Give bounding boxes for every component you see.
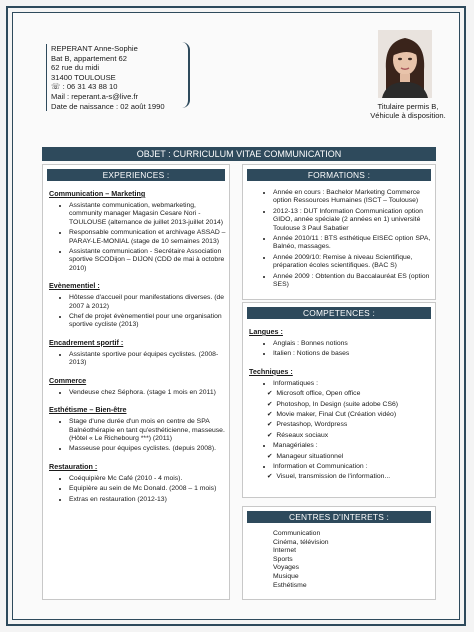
list-item: • Equipière au sein de Mc Donald. (2008 – 1 mois) — [69, 485, 229, 493]
list-item: • Assistante communication - Secrétaire Association sportive SCODijon – DIJON (CDD de mai à octobre 2010) — [69, 248, 229, 273]
contact-city: 31400 TOULOUSE — [51, 72, 116, 82]
exp-group-list — [43, 351, 229, 368]
techniques-title: Techniques : — [249, 366, 293, 376]
contact-birth-date: Date de naissance : 02 août 1990 — [51, 101, 165, 111]
list-item: • Assistante communication, webmarketing, community manager Magasin Cesare Nori - TOULOUSE (alternance de juillet 2013-juillet 2014) — [69, 202, 229, 227]
exp-group-title: Commerce — [49, 375, 87, 385]
formations-section — [242, 164, 436, 300]
objective-banner: OBJET : CURRICULUM VITAE COMMUNICATION — [42, 147, 436, 161]
list-item: • Année 2009/10: Remise à niveau Scientifique, préparation écoles scientifiques. (BAC S) — [273, 254, 435, 271]
list-item: • Managériales : — [273, 442, 435, 450]
list-item: Internet — [273, 547, 297, 555]
interests-section — [242, 506, 436, 600]
profile-photo-image — [378, 30, 432, 98]
contact-address-2: 62 rue du midi — [51, 63, 100, 73]
informatics-heading-list — [243, 380, 435, 388]
list-item: • Coéquipière Mc Café (2010 - 4 mois). — [69, 475, 229, 483]
driving-license-line-1: Titulaire permis B, — [377, 102, 439, 111]
list-item: ✔ Visuel, transmission de l'information... — [277, 473, 435, 481]
interests-title: CENTRES D'INTERETS : — [247, 511, 431, 523]
contact-mail: Mail : reperant.a-s@live.fr — [51, 91, 139, 101]
list-item: ✔ Réseaux sociaux — [277, 432, 435, 440]
managerial-heading-list — [243, 442, 435, 450]
list-item: ✔ Prestashop, Wordpress — [277, 421, 435, 429]
list-item: • Anglais : Bonnes notions — [273, 340, 435, 348]
exp-group-list — [43, 475, 229, 504]
experiences-title: EXPERIENCES : — [47, 169, 225, 181]
list-item: • 2012-13 : DUT Information Communication option GIDO, année spéciale (2 années en 1) université Toulouse 3 Paul Sabatier — [273, 208, 435, 233]
contact-name: REPERANT Anne-Sophie — [51, 44, 138, 53]
list-item: ✔ Manageur situationnel — [277, 453, 435, 461]
exp-group-title: Encadrement sportif : — [49, 337, 124, 347]
driving-license-line-2: Véhicule à disposition. — [370, 111, 446, 121]
formations-title: FORMATIONS : — [247, 169, 431, 181]
exp-group-list — [43, 418, 229, 454]
contact-address-1: Bat B, appartement 62 — [51, 53, 127, 63]
exp-group-title: Esthétisme – Bien-être — [49, 405, 127, 415]
list-item: Communication — [273, 530, 321, 537]
list-item: ✔ Photoshop, In Design (suite adobe CS6) — [277, 401, 435, 409]
list-item: Esthétisme — [273, 581, 307, 589]
list-item: • Année 2010/11 : BTS esthétique EISEC option SPA, Balnéo, massages. — [273, 235, 435, 252]
list-item: • Extras en restauration (2012-13) — [69, 496, 229, 504]
list-item: • Hôtesse d'accueil pour manifestations diverses. (de 2007 à 2012) — [69, 294, 229, 311]
infocom-heading-list — [243, 463, 435, 471]
list-item: • Année en cours : Bachelor Marketing Commerce option Ressources Humaines (ISCT – Toulouse) — [273, 189, 435, 206]
competences-title: COMPETENCES : — [247, 307, 431, 319]
exp-group-list — [43, 389, 229, 397]
list-item: Sports — [273, 555, 293, 563]
managerial-list — [243, 453, 435, 461]
list-item: ✔ Microsoft office, Open office — [277, 390, 435, 398]
driving-license-note — [356, 102, 460, 121]
list-item: • Stage d'une durée d'un mois en centre de SPA Balnéothérapie en tant qu'esthéticienne, masseuse. (Hôtel « Le Richebourg ***) (2011) — [69, 418, 229, 443]
interests-list — [243, 530, 435, 590]
contact-block — [46, 44, 165, 111]
list-item: • Informatiques : — [273, 380, 435, 388]
experiences-section — [42, 164, 230, 600]
list-item: • Responsable communication et archivage ASSAD – PARAY-LE-MONIAL (stage de 10 semaines 2013) — [69, 229, 229, 246]
list-item: • Assistante sportive pour équipes cyclistes. (2008-2013) — [69, 351, 229, 368]
languages-title: Langues : — [249, 327, 283, 336]
list-item: Cinéma, télévision — [273, 538, 329, 546]
list-item: • Italien : Notions de bases — [273, 350, 435, 358]
list-item: • Année 2009 : Obtention du Baccalauréat ES (option SES) — [273, 273, 435, 290]
competences-section — [242, 302, 436, 498]
list-item: Musique — [273, 572, 299, 580]
exp-group-title: Restauration : — [49, 461, 98, 471]
contact-phone: ☏ : 06 31 43 88 10 — [51, 82, 118, 92]
contact-brace — [180, 42, 190, 108]
list-item: • Masseuse pour équipes cyclistes. (depuis 2008). — [69, 445, 229, 453]
exp-group-list — [43, 202, 229, 273]
list-item: • Chef de projet évènementiel pour une organisation sportive cycliste (2013) — [69, 313, 229, 330]
exp-group-title: Evènementiel : — [49, 281, 100, 291]
list-item: • Information et Communication : — [273, 463, 435, 471]
formations-list — [243, 189, 435, 289]
exp-group-title: Communication – Marketing — [49, 189, 146, 198]
infocom-list — [243, 473, 435, 481]
exp-group-list — [43, 294, 229, 330]
informatics-list — [243, 390, 435, 440]
list-item: Voyages — [273, 564, 300, 572]
profile-photo — [378, 30, 432, 98]
languages-list — [243, 340, 435, 359]
list-item: ✔ Movie maker, Final Cut (Création vidéo) — [277, 411, 435, 419]
list-item: • Vendeuse chez Séphora. (stage 1 mois en 2011) — [69, 389, 229, 397]
